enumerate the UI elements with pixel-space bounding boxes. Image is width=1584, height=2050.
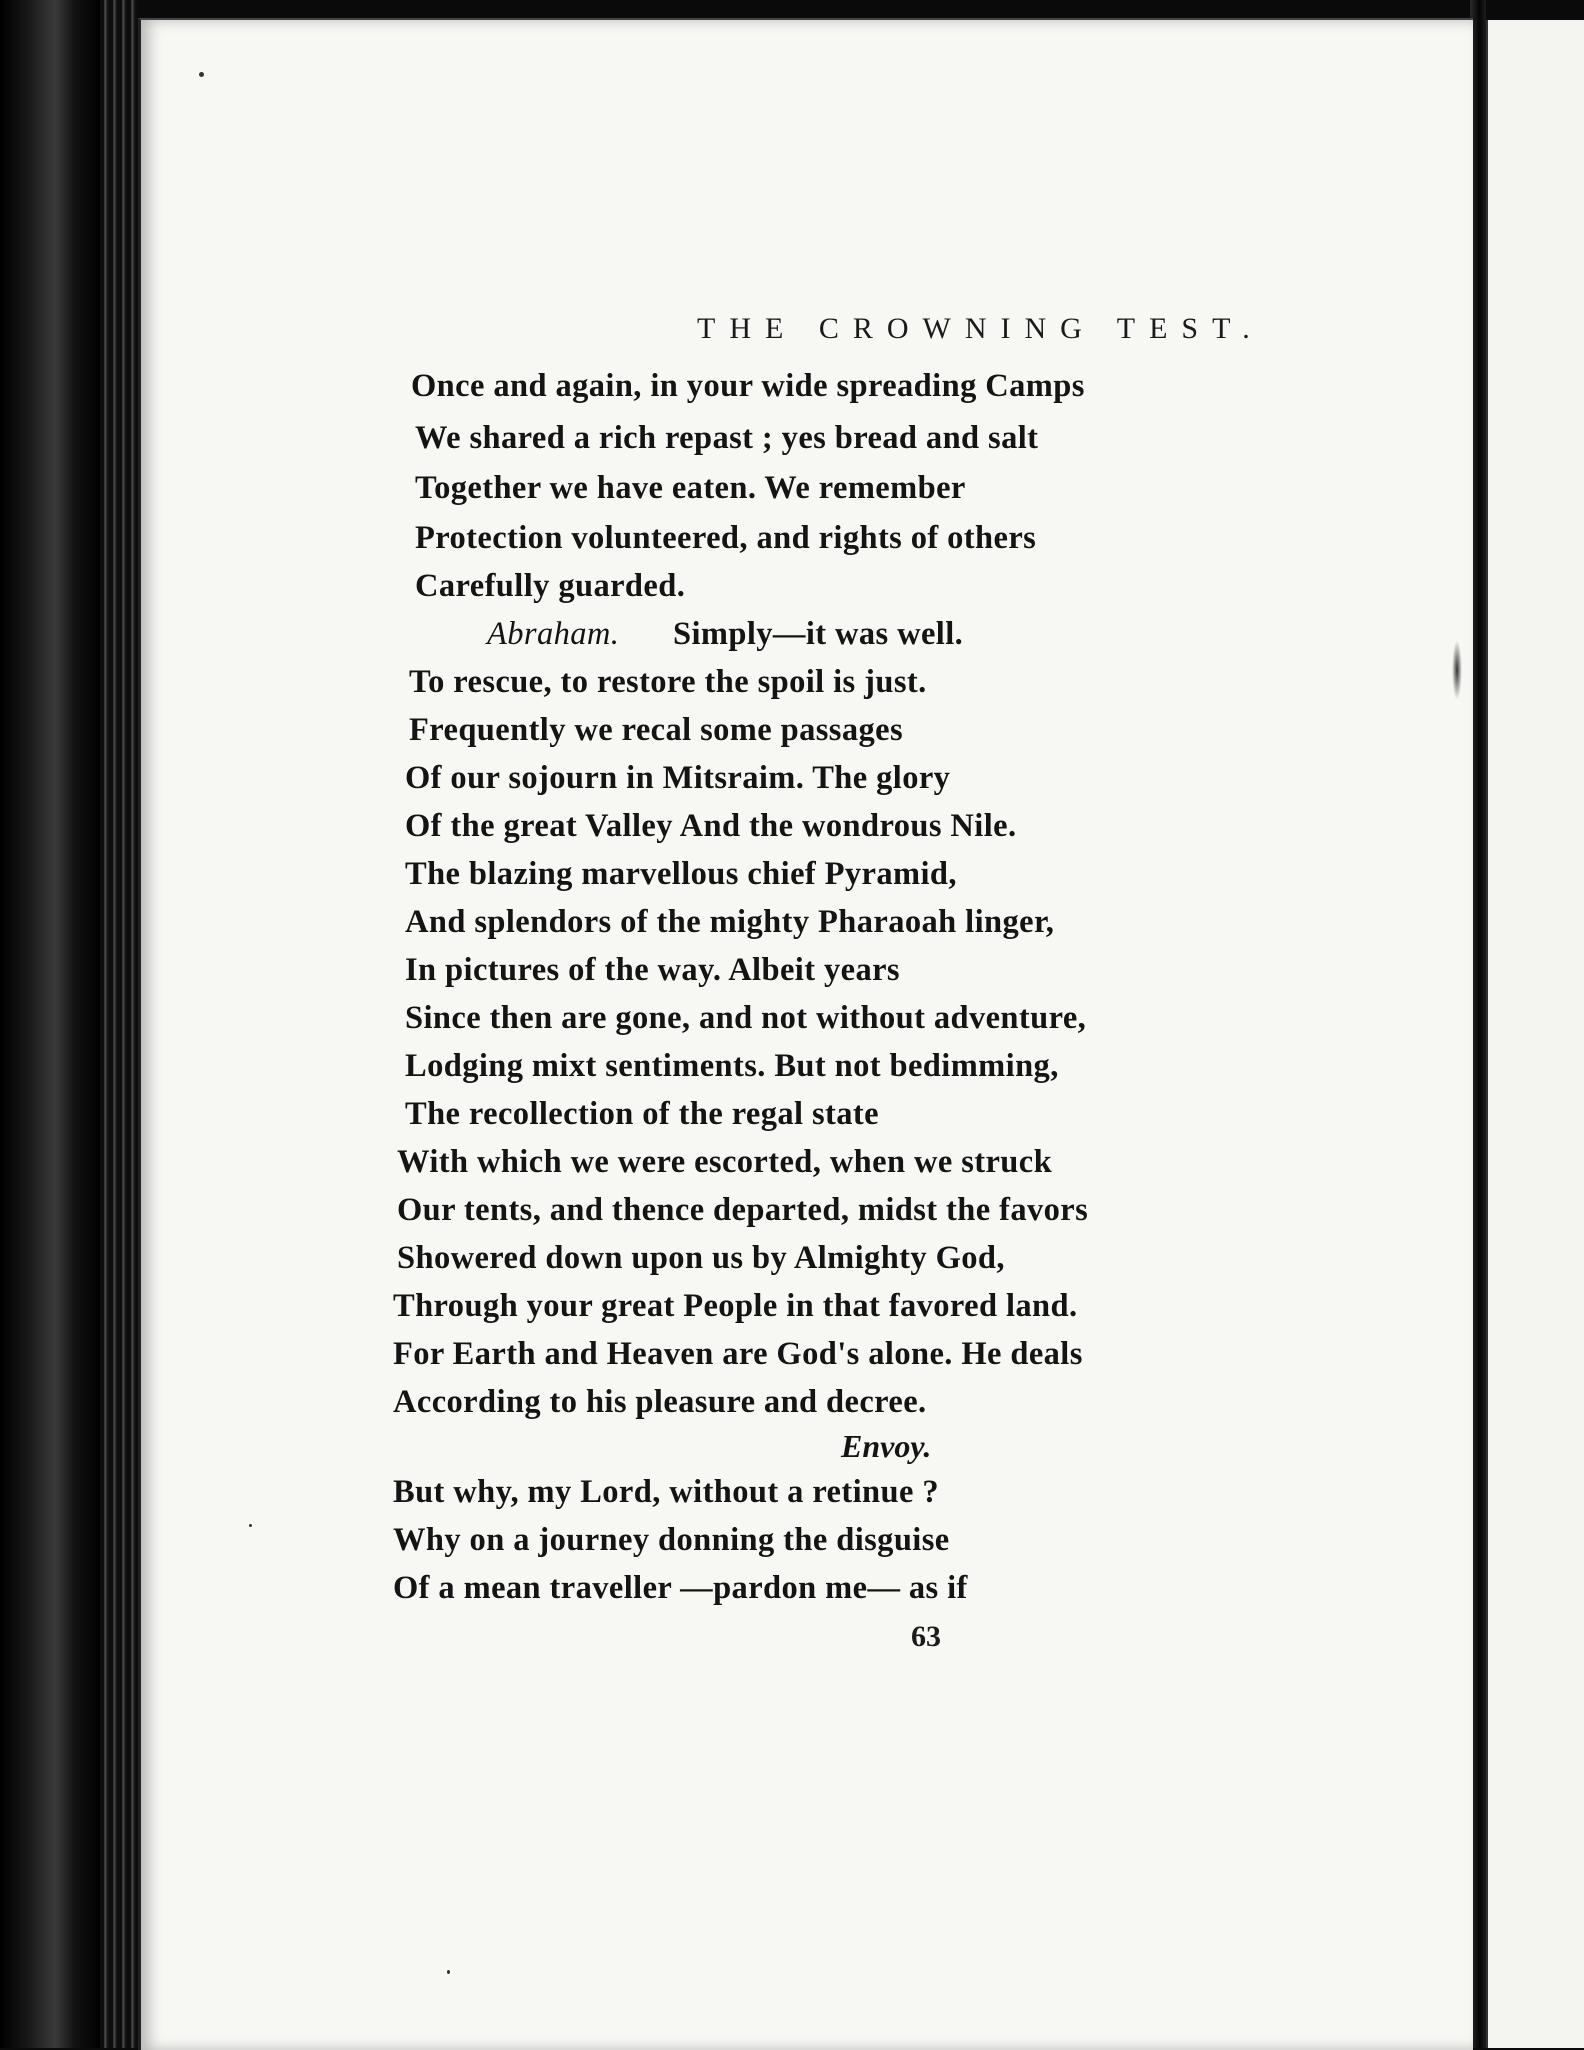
verse-line: Of a mean traveller —pardon me— as if [393, 1570, 968, 1606]
verse-line: Since then are gone, and not without adventure, [405, 1000, 1087, 1036]
scan-speck [199, 72, 204, 77]
adjacent-page-edge [1486, 20, 1584, 2048]
book-spine-shadow [0, 0, 100, 2048]
verse-line: Through your great People in that favored land. [393, 1288, 1078, 1324]
page-edge-mark [1452, 640, 1462, 700]
envoy-heading: Envoy. [841, 1428, 932, 1464]
verse-line: Our tents, and thence departed, midst the favors [397, 1192, 1089, 1228]
verse-line: But why, my Lord, without a retinue ? [393, 1474, 939, 1510]
verse-line: With which we were escorted, when we struck [397, 1144, 1053, 1180]
verse-line: Carefully guarded. [415, 568, 686, 604]
page-number: 63 [911, 1620, 941, 1653]
verse-line: Once and again, in your wide spreading Camps [411, 368, 1085, 404]
scan-top-border [0, 0, 1584, 18]
verse-line: The recollection of the regal state [405, 1096, 879, 1132]
page-stack-edges [100, 0, 138, 2048]
book-page [138, 18, 1473, 2050]
scan-speck [447, 1970, 450, 1974]
verse-line: Simply—it was well. [673, 616, 964, 652]
verse-line: In pictures of the way. Albeit years [405, 952, 900, 988]
verse-line: According to his pleasure and decree. [393, 1384, 927, 1420]
verse-line: Together we have eaten. We remember [415, 470, 966, 506]
verse-line: Of our sojourn in Mitsraim. The glory [405, 760, 951, 796]
verse-line: Lodging mixt sentiments. But not bedimming, [405, 1048, 1059, 1084]
verse-line: Showered down upon us by Almighty God, [397, 1240, 1005, 1276]
verse-line: And splendors of the mighty Pharaoah linger, [405, 904, 1055, 940]
verse-line: For Earth and Heaven are God's alone. He deals [393, 1336, 1083, 1372]
verse-line: Protection volunteered, and rights of others [415, 520, 1037, 556]
verse-line: We shared a rich repast ; yes bread and salt [415, 420, 1039, 456]
verse-line: Why on a journey donning the disguise [393, 1522, 950, 1558]
verse-line: To rescue, to restore the spoil is just. [409, 664, 927, 700]
running-head: THE CROWNING TEST. [697, 312, 1264, 345]
verse-line: Frequently we recal some passages [409, 712, 904, 748]
verse-line: The blazing marvellous chief Pyramid, [405, 856, 957, 892]
verse-line: Of the great Valley And the wondrous Nile. [405, 808, 1017, 844]
scan-speck [249, 1524, 252, 1527]
speaker-name: Abraham. [487, 616, 620, 652]
